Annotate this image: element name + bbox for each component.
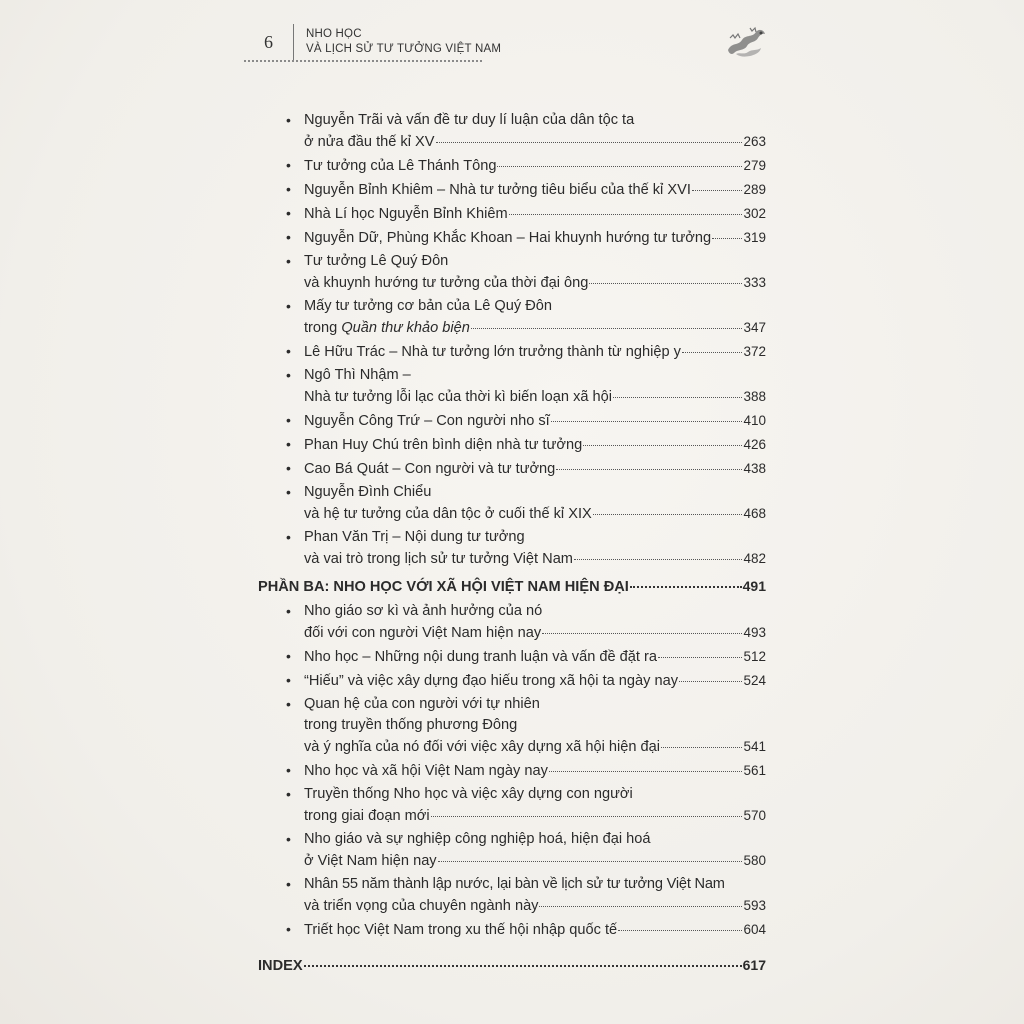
bullet-icon: • bbox=[286, 648, 291, 664]
bullet-icon: • bbox=[286, 343, 291, 359]
toc-entry-title: Nguyễn Bỉnh Khiêm – Nhà tư tưởng tiêu biểu của thế kỉ XVI bbox=[304, 182, 691, 198]
toc-entry-page: 541 bbox=[743, 739, 766, 754]
toc-entry-title: Nguyễn Trãi và vấn đề tư duy lí luận của dân tộc ta bbox=[304, 112, 635, 128]
toc-entry-page: 279 bbox=[743, 158, 766, 173]
toc-entry-title: Nho giáo và sự nghiệp công nghiệp hoá, hiện đại hoá bbox=[304, 831, 651, 847]
toc-entry-page: 426 bbox=[743, 437, 766, 452]
page-number: 6 bbox=[264, 32, 273, 52]
toc-entry-page: 302 bbox=[743, 206, 766, 221]
toc-entry-page: 319 bbox=[743, 230, 766, 245]
toc-entry-title: Phan Huy Chú trên bình diện nhà tư tưởng bbox=[304, 437, 583, 453]
toc-entry-page: 482 bbox=[743, 551, 766, 566]
header-dotted-rule bbox=[244, 60, 482, 62]
bullet-icon: • bbox=[286, 603, 291, 619]
toc-entry-title: Mấy tư tưởng cơ bản của Lê Quý Đôn bbox=[304, 298, 552, 314]
bullet-icon: • bbox=[286, 786, 291, 802]
running-title bbox=[306, 27, 501, 57]
toc-entry-page: 593 bbox=[743, 898, 766, 913]
toc-entry bbox=[258, 251, 766, 294]
toc-entry bbox=[258, 179, 766, 201]
toc-entry-page: 580 bbox=[743, 853, 766, 868]
bullet-icon: • bbox=[286, 696, 291, 712]
toc-entry bbox=[258, 482, 766, 525]
toc-entry-title-prefix: trong bbox=[304, 320, 342, 336]
toc-entry-title: Lê Hữu Trác – Nhà tư tưởng lớn trưởng thành từ nghiệp y bbox=[304, 344, 681, 360]
toc-entry-title: “Hiếu” và việc xây dựng đạo hiếu trong xã hội ta ngày nay bbox=[304, 673, 679, 689]
toc-entry-page: 604 bbox=[743, 922, 766, 937]
toc-entry-page: 570 bbox=[743, 808, 766, 823]
section-title: PHẦN BA: NHO HỌC VỚI XÃ HỘI VIỆT NAM HIỆN ĐẠI bbox=[258, 579, 629, 595]
toc-section-part3 bbox=[258, 576, 766, 598]
toc-entry-title: Nho học – Những nội dung tranh luận và vấn đề đặt ra bbox=[304, 649, 657, 665]
bullet-icon: • bbox=[286, 112, 291, 128]
toc-entry bbox=[258, 601, 766, 644]
toc-entry-title-cont: và ý nghĩa của nó đối với việc xây dựng xã hội hiện đại bbox=[304, 739, 661, 755]
toc-entry-title: Tư tưởng Lê Quý Đôn bbox=[304, 253, 449, 269]
table-of-contents bbox=[258, 110, 766, 980]
toc-entry-title: Nguyễn Công Trứ – Con người nho sĩ bbox=[304, 413, 550, 429]
toc-entry-title-cont: và hệ tư tưởng của dân tộc ở cuối thế kỉ XIX bbox=[304, 506, 592, 522]
toc-entry bbox=[258, 646, 766, 668]
toc-entry-title-cont: trong truyền thống phương Đông bbox=[304, 717, 518, 733]
toc-entry-title: Nho giáo sơ kì và ảnh hưởng của nó bbox=[304, 603, 543, 619]
toc-entry-title-cont bbox=[304, 318, 470, 339]
running-title-line2: VÀ LỊCH SỬ TƯ TƯỞNG VIỆT NAM bbox=[306, 43, 502, 55]
toc-entry-page: 333 bbox=[743, 275, 766, 290]
toc-entry bbox=[258, 203, 766, 225]
dragon-ornament-icon bbox=[724, 24, 768, 60]
toc-entry bbox=[258, 760, 766, 782]
bullet-icon: • bbox=[286, 529, 291, 545]
header-divider bbox=[293, 24, 294, 60]
bullet-icon: • bbox=[286, 205, 291, 221]
bullet-icon: • bbox=[286, 460, 291, 476]
toc-entry-title: Nho học và xã hội Việt Nam ngày nay bbox=[304, 763, 548, 779]
page-header bbox=[244, 20, 804, 64]
bullet-icon: • bbox=[286, 253, 291, 269]
toc-entry-title: Truyền thống Nho học và việc xây dựng con người bbox=[304, 786, 633, 802]
bullet-icon: • bbox=[286, 229, 291, 245]
bullet-icon: • bbox=[286, 436, 291, 452]
bullet-icon: • bbox=[286, 672, 291, 688]
toc-entry bbox=[258, 527, 766, 570]
toc-entry-title: Ngô Thì Nhậm – bbox=[304, 367, 411, 383]
toc-entry bbox=[258, 694, 766, 758]
toc-entry bbox=[258, 670, 766, 692]
bullet-icon: • bbox=[286, 831, 291, 847]
bullet-icon: • bbox=[286, 298, 291, 314]
toc-entry-page: 347 bbox=[743, 320, 766, 335]
toc-entry bbox=[258, 458, 766, 480]
toc-entry-title: Nguyễn Đình Chiểu bbox=[304, 484, 432, 500]
toc-entry-page: 410 bbox=[743, 413, 766, 428]
toc-entry bbox=[258, 784, 766, 827]
bullet-icon: • bbox=[286, 921, 291, 937]
running-title-line1: NHO HỌC bbox=[306, 28, 362, 40]
bullet-icon: • bbox=[286, 876, 291, 892]
toc-entry-page: 512 bbox=[743, 649, 766, 664]
toc-entry-title-cont: và vai trò trong lịch sử tư tưởng Việt Nam bbox=[304, 551, 573, 567]
toc-entry-title: Phan Văn Trị – Nội dung tư tưởng bbox=[304, 529, 525, 545]
toc-entry bbox=[258, 829, 766, 872]
book-title-italic: Quần thư khảo biện bbox=[341, 320, 470, 336]
bullet-icon: • bbox=[286, 412, 291, 428]
toc-entry-page: 388 bbox=[743, 389, 766, 404]
toc-entry-title-cont: trong giai đoạn mới bbox=[304, 808, 430, 824]
toc-entry bbox=[258, 410, 766, 432]
toc-entry bbox=[258, 110, 766, 153]
toc-entry bbox=[258, 341, 766, 363]
toc-entry-page: 493 bbox=[743, 625, 766, 640]
toc-entry-title: Nguyễn Dữ, Phùng Khắc Khoan – Hai khuynh hướng tư tưởng bbox=[304, 230, 712, 246]
bullet-icon: • bbox=[286, 484, 291, 500]
index-title: INDEX bbox=[258, 958, 303, 974]
toc-entry bbox=[258, 155, 766, 177]
section-page: 491 bbox=[742, 578, 766, 594]
toc-entry-title-cont: và triển vọng của chuyên ngành này bbox=[304, 898, 539, 914]
bullet-icon: • bbox=[286, 157, 291, 173]
bullet-icon: • bbox=[286, 762, 291, 778]
toc-entry-title: Quan hệ của con người với tự nhiên bbox=[304, 696, 540, 712]
toc-entry-title: Nhân 55 năm thành lập nước, lại bàn về lịch sử tư tưởng Việt Nam bbox=[304, 876, 725, 892]
toc-entry bbox=[258, 874, 766, 917]
toc-entry-page: 524 bbox=[743, 673, 766, 688]
toc-entry-title: Nhà Lí học Nguyễn Bỉnh Khiêm bbox=[304, 206, 508, 222]
toc-entry bbox=[258, 227, 766, 249]
toc-entry-page: 561 bbox=[743, 763, 766, 778]
index-page: 617 bbox=[742, 957, 766, 973]
toc-entry-title: Triết học Việt Nam trong xu thế hội nhập quốc tế bbox=[304, 922, 618, 938]
toc-entry bbox=[258, 365, 766, 408]
toc-entry-title-cont: Nhà tư tưởng lỗi lạc của thời kì biến loạn xã hội bbox=[304, 389, 613, 405]
toc-entry-title-cont: ở nửa đầu thế kỉ XV bbox=[304, 134, 435, 150]
toc-entry-page: 289 bbox=[743, 182, 766, 197]
toc-entry-page: 438 bbox=[743, 461, 766, 476]
toc-entry-title-cont: đối với con người Việt Nam hiện nay bbox=[304, 625, 542, 641]
bullet-icon: • bbox=[286, 181, 291, 197]
toc-entry-title-cont: và khuynh hướng tư tưởng của thời đại ông bbox=[304, 275, 589, 291]
toc-entry bbox=[258, 296, 766, 339]
toc-entry bbox=[258, 919, 766, 941]
toc-entry-page: 372 bbox=[743, 344, 766, 359]
toc-entry-page: 468 bbox=[743, 506, 766, 521]
toc-entry-title: Tư tưởng của Lê Thánh Tông bbox=[304, 158, 497, 174]
toc-entry-title-cont: ở Việt Nam hiện nay bbox=[304, 853, 437, 869]
toc-entry-title: Cao Bá Quát – Con người và tư tưởng bbox=[304, 461, 556, 477]
toc-section-index bbox=[258, 955, 766, 977]
toc-entry bbox=[258, 434, 766, 456]
toc-entry-page: 263 bbox=[743, 134, 766, 149]
bullet-icon: • bbox=[286, 367, 291, 383]
